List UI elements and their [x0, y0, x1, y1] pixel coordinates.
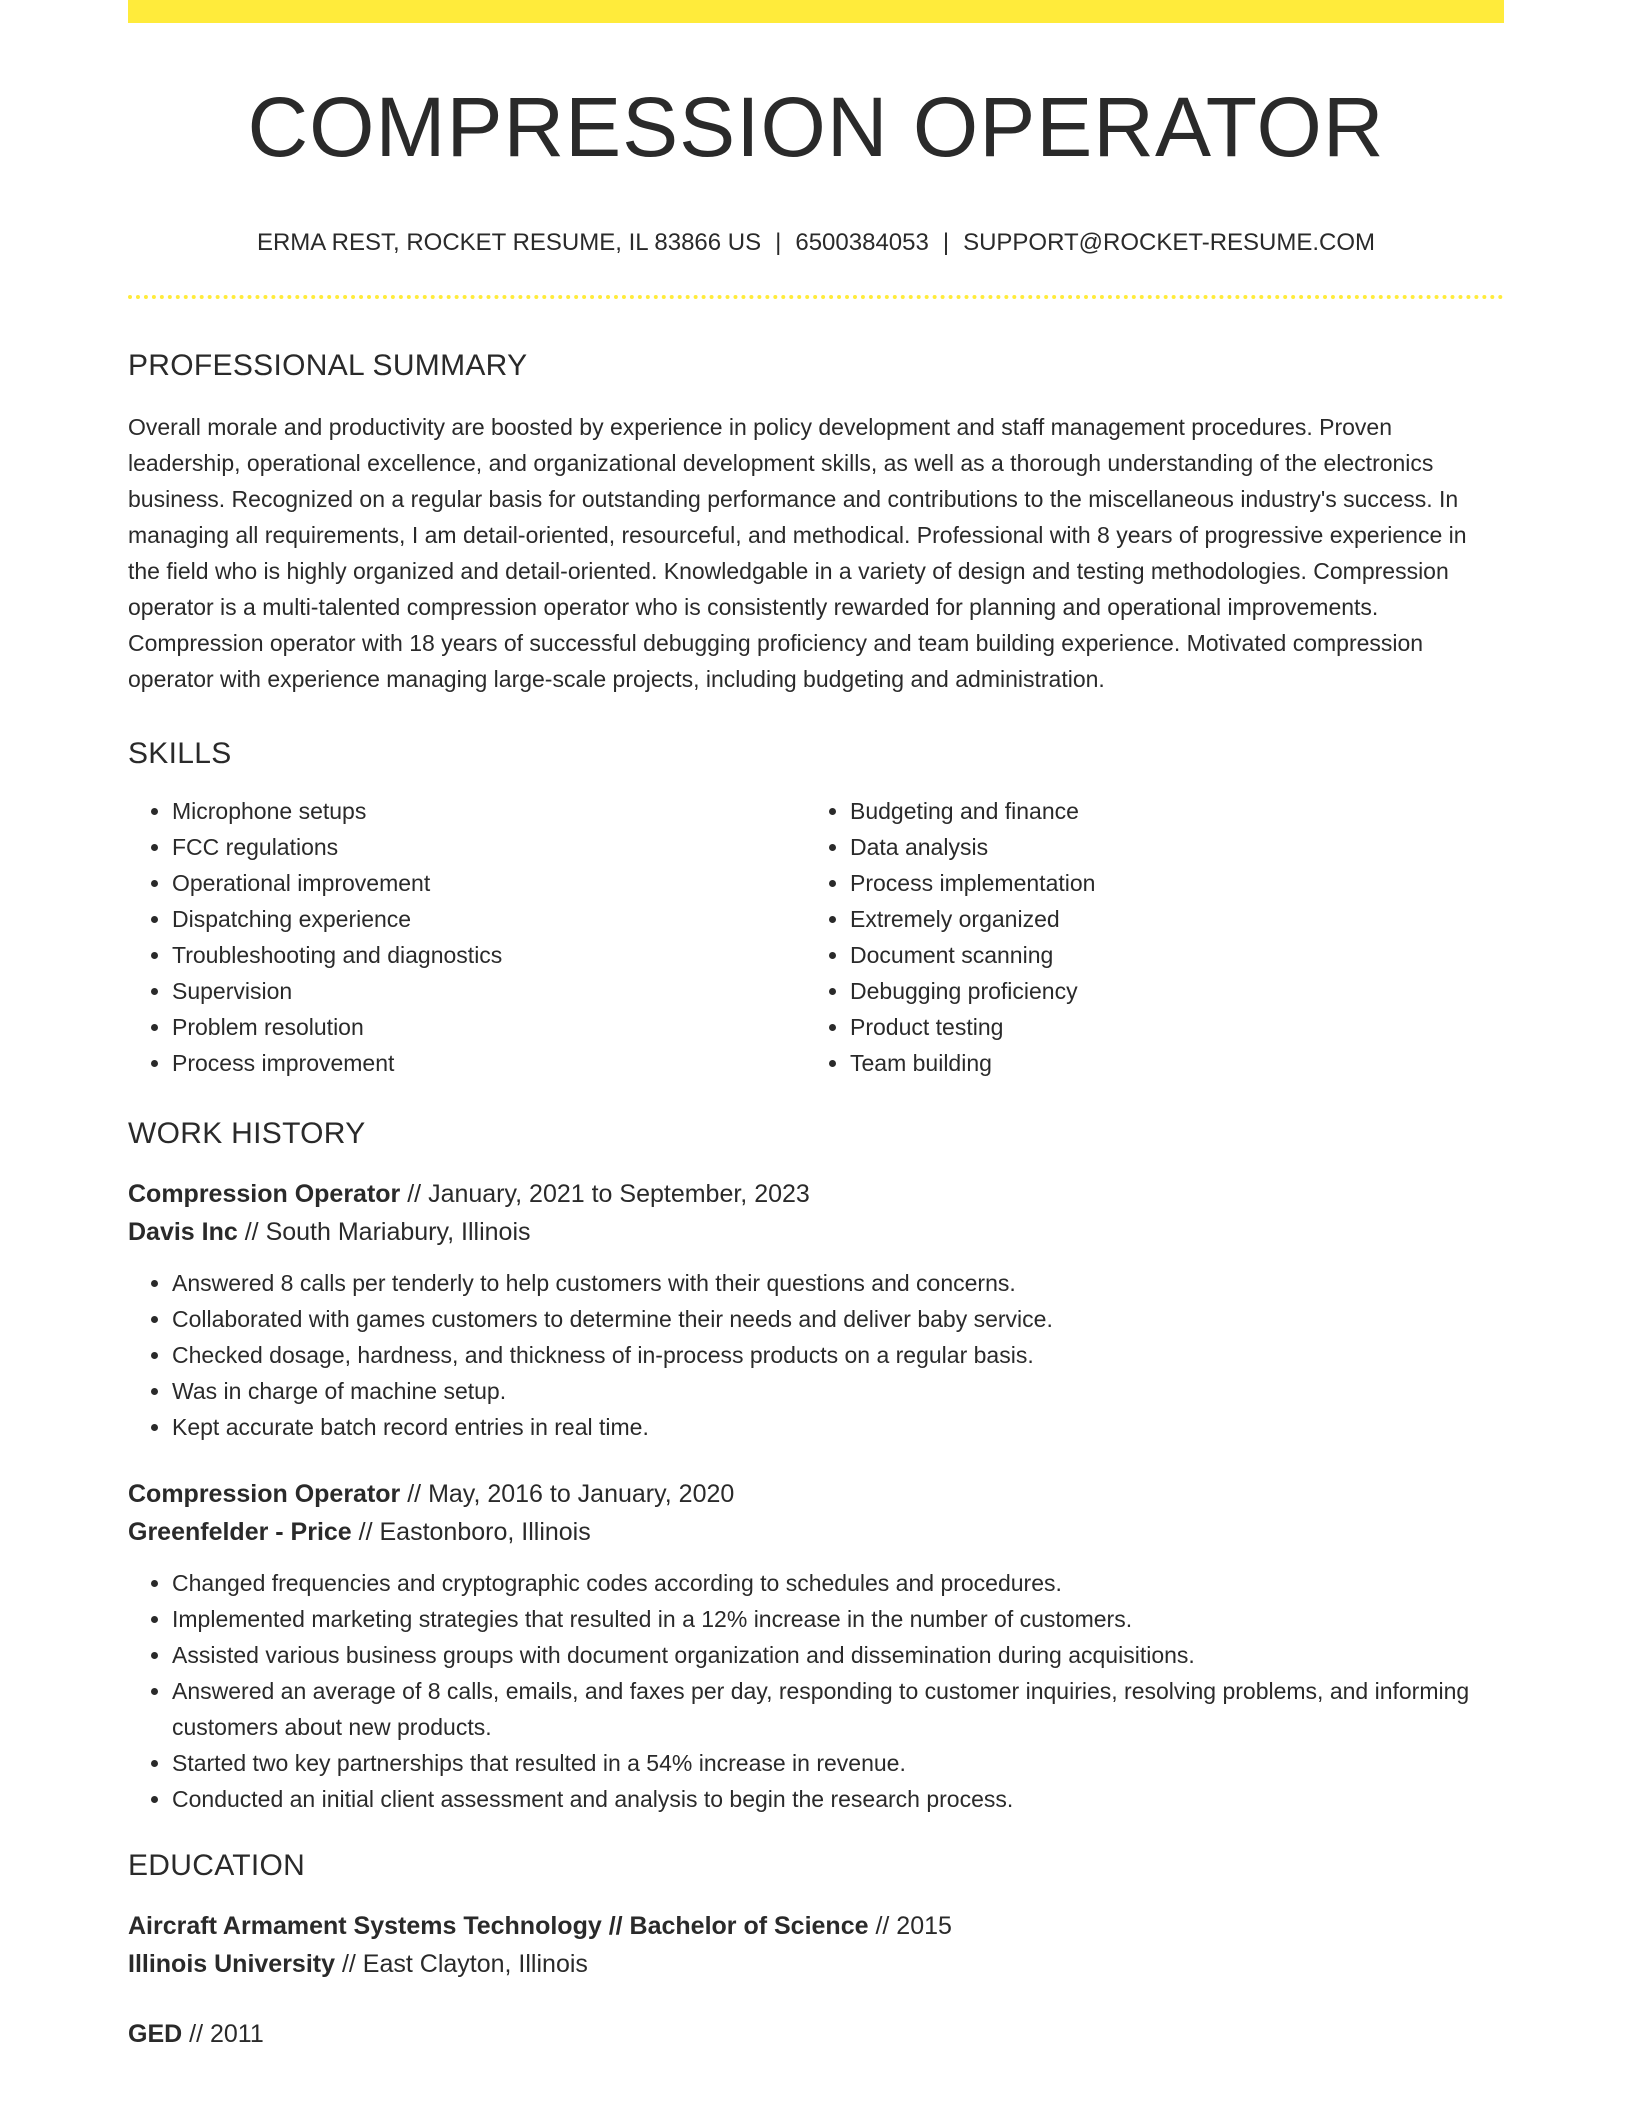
education-section [128, 1851, 1504, 2053]
skill-item: • Process improvement [172, 1045, 806, 1081]
job-bullet: • Assisted various business groups with document organization and dissemination during acquisitions. [172, 1637, 1504, 1673]
job-title: Compression Operator [128, 1180, 401, 1208]
summary-heading: PROFESSIONAL SUMMARY [128, 349, 528, 382]
skill-item: • Team building [850, 1045, 1484, 1081]
contact-email: SUPPORT@ROCKET-RESUME.COM [963, 229, 1376, 256]
skill-item: • Supervision [172, 973, 806, 1009]
job-bullet: • Changed frequencies and cryptographic codes according to schedules and procedures. [172, 1565, 1504, 1601]
skills-list-right [806, 793, 1484, 1081]
job-company-line [128, 1513, 1504, 1551]
contact-separator: | [775, 229, 782, 256]
job-location: // Eastonboro, Illinois [351, 1518, 591, 1546]
education-location: // East Clayton, Illinois [335, 1950, 588, 1978]
skill-item: • Extremely organized [850, 901, 1484, 937]
education-school: Illinois University [128, 1950, 336, 1978]
job-dates: // January, 2021 to September, 2023 [400, 1180, 810, 1208]
header-divider [128, 295, 1504, 299]
skill-item: • Document scanning [850, 937, 1484, 973]
education-entry [128, 2015, 1504, 2053]
education-school-line [128, 1945, 1504, 1983]
skill-item: • Debugging proficiency [850, 973, 1484, 1009]
work-history-heading: WORK HISTORY [128, 1117, 366, 1150]
job-company: Davis Inc [128, 1218, 238, 1246]
job-bullet: • Answered an average of 8 calls, emails, and faxes per day, responding to customer inquiries, resolving problems, and informing customers about new products. [172, 1673, 1504, 1745]
job-location: // South Mariabury, Illinois [237, 1218, 531, 1246]
skill-item: • Product testing [850, 1009, 1484, 1045]
job-bullet: • Started two key partnerships that resulted in a 54% increase in revenue. [172, 1745, 1504, 1781]
job-bullet: • Conducted an initial client assessment and analysis to begin the research process. [172, 1781, 1504, 1817]
job-entry [128, 1475, 1504, 1817]
job-bullet: • Implemented marketing strategies that resulted in a 12% increase in the number of customers. [172, 1601, 1504, 1637]
job-bullet: • Was in charge of machine setup. [172, 1373, 1504, 1409]
resume-title: COMPRESSION OPERATOR [247, 80, 1385, 174]
job-title-line [128, 1475, 1504, 1513]
job-bullets [128, 1565, 1504, 1817]
skill-item: • Problem resolution [172, 1009, 806, 1045]
skill-item: • Process implementation [850, 865, 1484, 901]
work-history-section [128, 1119, 1504, 1817]
job-company: Greenfelder - Price [128, 1518, 352, 1546]
skill-item: • Troubleshooting and diagnostics [172, 937, 806, 973]
top-accent-bar [128, 0, 1504, 23]
job-company-line [128, 1213, 1504, 1251]
job-bullet: • Collaborated with games customers to determine their needs and deliver baby service. [172, 1301, 1504, 1337]
skill-item: • Budgeting and finance [850, 793, 1484, 829]
education-year: // 2015 [868, 1912, 952, 1940]
summary-text: Overall morale and productivity are boosted by experience in policy development and staff management procedures. Proven leadership, operational excellence, and organizational development skills, as well as a thorough understanding of the electronics business. Recognized on a regular basis for outstanding performance and contributions to the miscellaneous industry's success. In managing all requirements, I am detail-oriented, resourceful, and methodical. Professional with 8 years of progressive experience in the field who is highly organized and detail-oriented. Knowledgable in a variety of design and testing methodologies. Compression operator is a multi-talented compression operator who is consistently rewarded for planning and operational improvements. Compression operator with 18 years of successful debugging proficiency and team building experience. Motivated compression operator with experience managing large-scale projects, including budgeting and administration. [128, 414, 1467, 692]
contact-address: ERMA REST, ROCKET RESUME, IL 83866 US [256, 229, 762, 256]
summary-section [128, 351, 1504, 697]
contact-phone: 6500384053 [795, 229, 929, 256]
resume-page [128, 0, 1504, 2053]
education-degree-line [128, 2015, 1504, 2053]
skills-columns [128, 793, 1504, 1081]
job-title-line [128, 1175, 1504, 1213]
skill-item: • Microphone setups [172, 793, 806, 829]
job-title: Compression Operator [128, 1480, 401, 1508]
education-degree: GED [128, 2020, 183, 2048]
education-entry [128, 1907, 1504, 1983]
education-year: // 2011 [182, 2020, 264, 2048]
skills-heading: SKILLS [128, 737, 232, 770]
job-bullets [128, 1265, 1504, 1445]
skills-section [128, 739, 1504, 1081]
job-dates: // May, 2016 to January, 2020 [400, 1480, 735, 1508]
contact-line [128, 231, 1504, 255]
job-bullet: • Answered 8 calls per tenderly to help customers with their questions and concerns. [172, 1265, 1504, 1301]
skill-item: • Data analysis [850, 829, 1484, 865]
skill-item: • FCC regulations [172, 829, 806, 865]
skills-list-left [128, 793, 806, 1081]
education-degree: Aircraft Armament Systems Technology // Bachelor of Science [128, 1912, 869, 1940]
contact-separator: | [942, 229, 950, 256]
skill-item: • Dispatching experience [172, 901, 806, 937]
skill-item: • Operational improvement [172, 865, 806, 901]
job-entry [128, 1175, 1504, 1445]
job-bullet: • Kept accurate batch record entries in real time. [172, 1409, 1504, 1445]
job-bullet: • Checked dosage, hardness, and thickness of in-process products on a regular basis. [172, 1337, 1504, 1373]
education-heading: EDUCATION [128, 1849, 306, 1882]
education-degree-line [128, 1907, 1504, 1945]
